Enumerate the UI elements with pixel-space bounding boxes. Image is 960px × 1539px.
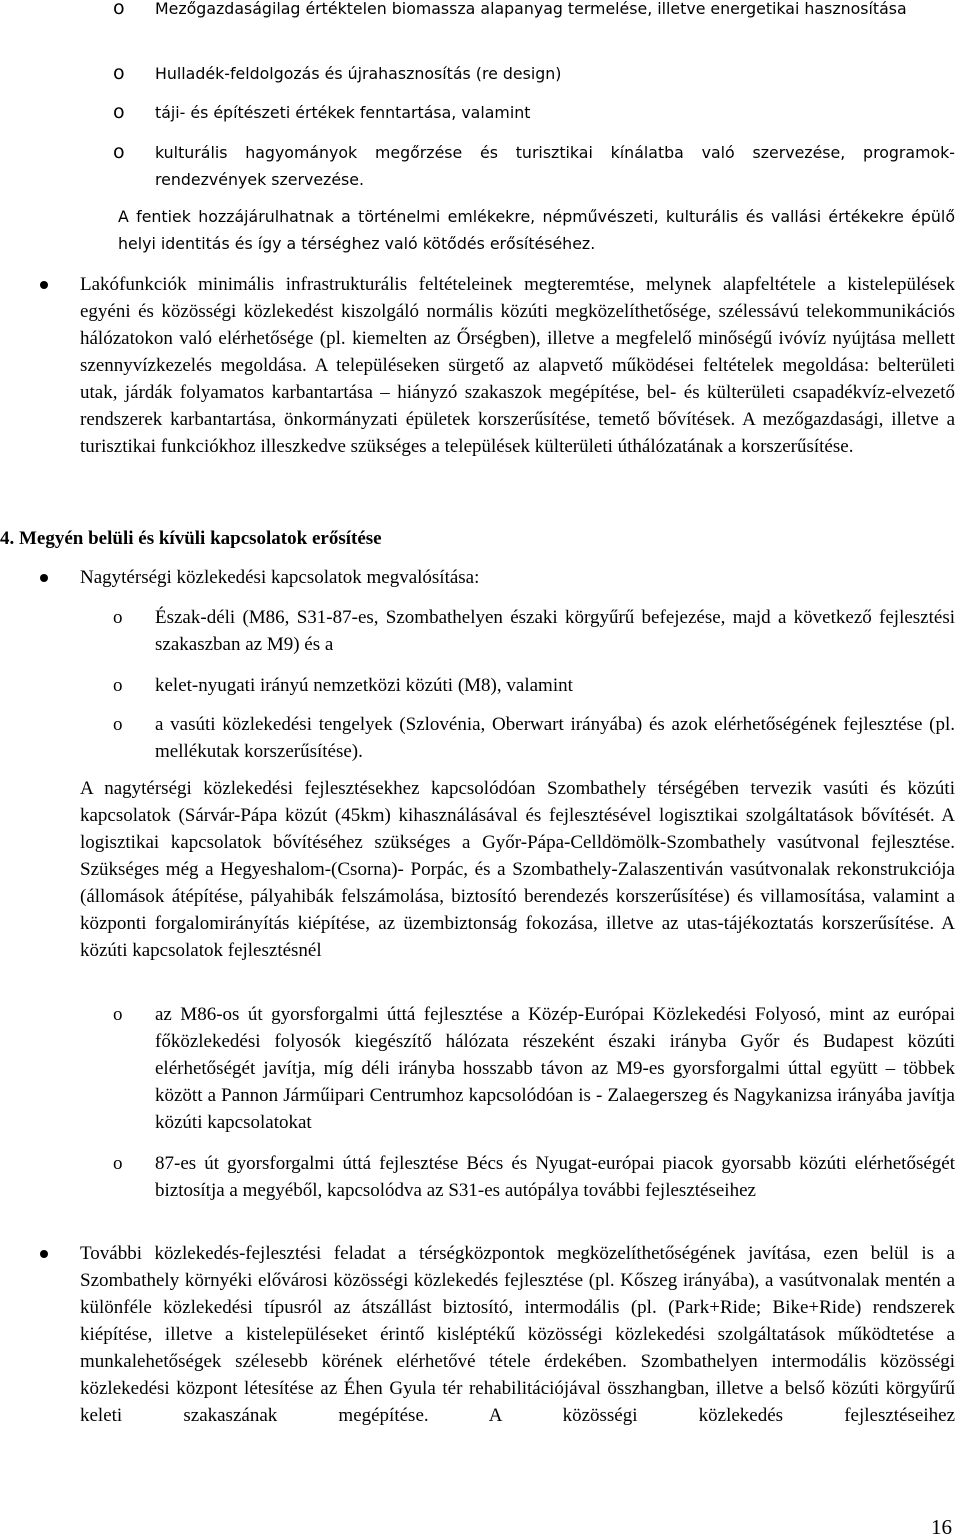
list-item-eszak-deli: Észak-déli (M86, S31-87-es, Szombathelyen északi körgyűrű befejezése, majd a következő fejlesztési szakaszban az M9) és a <box>155 607 955 655</box>
bullet-lakofunkciok: Lakófunkciók minimális infrastrukturális feltételeinek megteremtése, melynek alapfeltétele a kistelepülések egyéni és közösségi közlekedést kiszolgáló normális közúti megközelíthetősége, szélessávú telekommunikációs hálózatokon való elérhetősége (pl. kiemelten az Őrségben), illetve a megfelelő minőségű ivóvíz nyújtása mellett szennyvízkezelés megoldása. A településeken sürgető az alapvető működései feltételek megoldása: belterületi utak, járdák folyamatos karbantartása – hiányzó szakaszok megépítése, bel- és külterületi csapadékvíz-elvezető rendszerek karbantartása, önkormányzati épületek korszerűsítése, temető bővítések. A mezőgazdasági, illetve a turisztikai funkciókhoz illeszkedve szükséges a települések külterületi úthálózatának a korszerűsítése. <box>80 274 955 457</box>
paragraph-nagytersegi-fejlesztesek: A nagytérségi közlekedési fejlesztésekhez kapcsolódóan Szombathely térségében tervezik vasúti és közúti kapcsolatok (Sárvár-Pápa közút (45km) kihasználásával és fejlesztésével logisztikai szolgáltatások bővítését. A logisztikai kapcsolatok bővítéséhez szükséges a Győr-Pápa-Celldömölk-Szombathely vasútvonal fejlesztése. Szükséges még a Hegyeshalom-(Csorna)- Porpác, és a Szombathely-Zalaszentiván vasútvonalak rekonstrukciója (állomások átépítése, pályahibák felszámolása, biztosító berendezés korszerűsítése) és villamosítása, valamint a központi forgalomirányítás kiépítése, az üzembiztonság fokozása, illetve az utas-tájékoztatás korszerűsítése. A közúti kapcsolatok fejlesztésnél <box>80 778 955 961</box>
bullet-dot <box>40 281 48 289</box>
paragraph-fentiek: A fentiek hozzájárulhatnak a történelmi emlékekre, népművészeti, kulturális és vallási értékekre épülő helyi identitás és így a térséghez való kötődés erősítéséhez. <box>118 207 955 253</box>
list-item-biomassza: Mezőgazdaságilag értéktelen biomassza alapanyag termelése, illetve energetikai hasznosítása <box>155 0 907 18</box>
list-item-kulturalis: kulturális hagyományok megőrzése és turisztikai kínálatba való szervezése, programok-rendezvények szervezése. <box>155 143 955 189</box>
list-marker: o <box>113 1153 123 1174</box>
list-marker: o <box>113 0 125 19</box>
list-item-kelet-nyugati: kelet-nyugati irányú nemzetközi közúti (M8), valamint <box>155 675 573 696</box>
list-item-87-es: 87-es út gyorsforgalmi úttá fejlesztése Bécs és Nyugat-európai piacok gyorsabb közúti elérhetőségét biztosítja a megyéből, kapcsolódva az S31-es autópálya további fejlesztéseihez <box>155 1153 955 1201</box>
bullet-dot <box>40 574 48 582</box>
bullet-nagytersegi: Nagytérségi közlekedési kapcsolatok megvalósítása: <box>80 567 480 588</box>
list-marker: o <box>113 1004 123 1025</box>
list-marker: o <box>113 62 125 84</box>
list-marker: o <box>113 141 125 163</box>
bullet-dot <box>40 1250 48 1258</box>
list-marker: o <box>113 675 123 696</box>
list-item-taji: táji- és építészeti értékek fenntartása, valamint <box>155 103 531 122</box>
list-marker: o <box>113 101 125 123</box>
list-marker: o <box>113 714 123 735</box>
section-heading: 4. Megyén belüli és kívüli kapcsolatok erősítése <box>0 528 382 549</box>
list-item-vasuti: a vasúti közlekedési tengelyek (Szlovénia, Oberwart irányába) és azok elérhetőségének fejlesztése (pl. mellékutak korszerűsítése). <box>155 714 955 762</box>
list-item-hulladek: Hulladék-feldolgozás és újrahasznosítás (re design) <box>155 64 562 83</box>
list-marker: o <box>113 607 123 628</box>
bullet-tovabbi: További közlekedés-fejlesztési feladat a térségközpontok megközelíthetőségének javítása, ezen belül is a Szombathely környéki elővárosi közösségi közlekedés fejlesztése (pl. Kőszeg irányába), a vasútvonalak mentén a különféle közlekedési típusról az átszállást biztosító, intermodális (pl. (Park+Ride; Bike+Ride) rendszerek kiépítése, illetve a kistelepüléseket érintő kisléptékű közösségi közlekedési szolgáltatások működtetése a munkalehetőségek szélesebb körének elérhetővé tétele érdekében. Szombathelyen intermodális közösségi közlekedési központ létesítése az Éhen Gyula tér rehabilitációjával összhangban, illetve a belső közúti körgyűrű keleti szakaszának megépítése. A közösségi közlekedés fejlesztéseihez <box>80 1243 955 1426</box>
page-number: 16 <box>931 1515 952 1539</box>
list-item-m86: az M86-os út gyorsforgalmi úttá fejlesztése a Közép-Európai Közlekedési Folyosó, mint az európai főközlekedési folyosók kiegészítő hálózata részeként északi irányba Győr és Budapest közúti elérhetőségét javítja, míg déli irányba hosszabb távon az M9-es gyorsforgalmi úttal együtt – többek között a Pannon Járműipari Centrumhoz kapcsolódóan is - Zalaegerszeg és Nagykanizsa irányába javítja közúti kapcsolatokat <box>155 1004 955 1133</box>
